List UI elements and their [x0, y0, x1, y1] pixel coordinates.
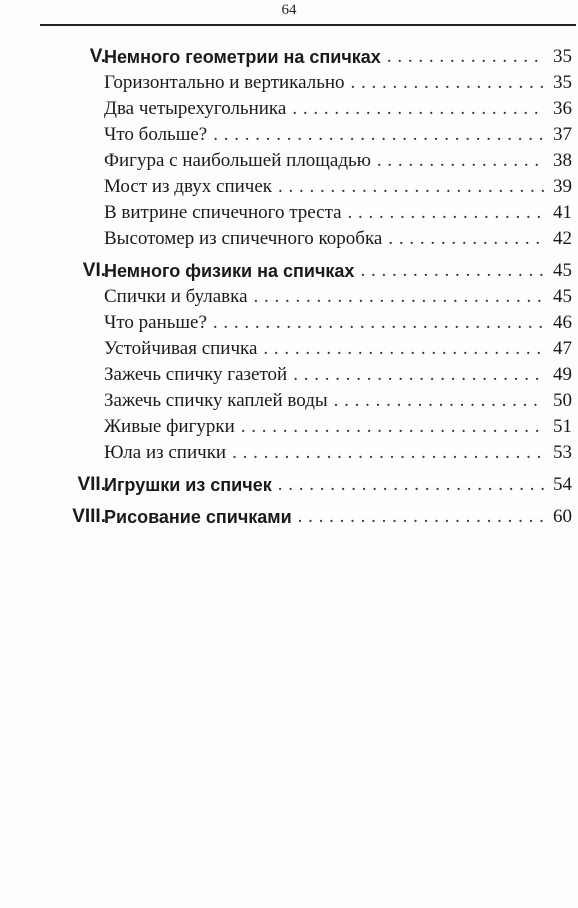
page-ref: 35 — [553, 46, 572, 67]
toc-section-vii — [0, 472, 578, 498]
entry-title: Горизонтально и вертикально — [104, 72, 345, 93]
entry-title: Живые фигурки — [104, 416, 235, 437]
section-number: V. — [89, 46, 106, 67]
page-ref: 35 — [553, 72, 572, 93]
entry-title: Два четырехугольника — [104, 98, 287, 119]
toc-section-viii — [0, 504, 578, 530]
toc-entry — [0, 70, 578, 96]
section-title: Немного геометрии на спичках — [104, 47, 381, 67]
toc-entry — [0, 200, 578, 226]
toc-entry — [0, 414, 578, 440]
page-ref: 38 — [553, 150, 572, 171]
entry-title: Высотомер из спичечного коробка — [104, 228, 383, 249]
page-ref: 42 — [553, 228, 572, 249]
entry-title: Спички и булавка — [104, 286, 248, 307]
entry-title: Зажечь спичку газетой — [104, 364, 288, 385]
toc-entry — [0, 388, 578, 414]
section-title: Игрушки из спичек — [104, 475, 272, 495]
page-ref: 54 — [553, 474, 572, 495]
page-ref: 45 — [553, 286, 572, 307]
toc-entry — [0, 148, 578, 174]
page-number: 64 — [281, 2, 297, 18]
entry-title: Что больше? — [104, 124, 208, 145]
page-ref: 45 — [553, 260, 572, 281]
toc-entry — [0, 362, 578, 388]
header-rule — [40, 24, 576, 26]
toc-entry — [0, 284, 578, 310]
page-ref: 49 — [553, 364, 572, 385]
page-ref: 51 — [553, 416, 572, 437]
entry-title: Зажечь спичку каплей воды — [104, 390, 328, 411]
toc-section-vi — [0, 258, 578, 284]
page-ref: 39 — [553, 176, 572, 197]
page-ref: 50 — [553, 390, 572, 411]
entry-title: Фигура с наибольшей площадью — [104, 150, 371, 171]
entry-title: Мост из двух спичек — [104, 176, 273, 197]
entry-title: В витрине спичечного треста — [104, 202, 342, 223]
toc-entry — [0, 174, 578, 200]
toc-entry — [0, 336, 578, 362]
section-number: VII. — [77, 474, 106, 495]
page-ref: 60 — [553, 506, 572, 527]
entry-title: Устойчивая спичка — [104, 338, 258, 359]
toc-entry — [0, 440, 578, 466]
page-ref: 46 — [553, 312, 572, 333]
page-ref: 41 — [553, 202, 572, 223]
toc-entry — [0, 226, 578, 252]
page-ref: 53 — [553, 442, 572, 463]
toc-section-v — [0, 44, 578, 70]
toc-entry — [0, 310, 578, 336]
section-number: VIII. — [72, 506, 106, 527]
page-ref: 37 — [553, 124, 572, 145]
page-ref: 47 — [553, 338, 572, 359]
section-title: Рисование спичками — [104, 507, 292, 527]
section-title: Немного физики на спичках — [104, 261, 355, 281]
toc-entry — [0, 96, 578, 122]
entry-title: Юла из спички — [104, 442, 227, 463]
page-ref: 36 — [553, 98, 572, 119]
section-number: VI. — [82, 260, 106, 281]
toc-entry — [0, 122, 578, 148]
entry-title: Что раньше? — [104, 312, 207, 333]
